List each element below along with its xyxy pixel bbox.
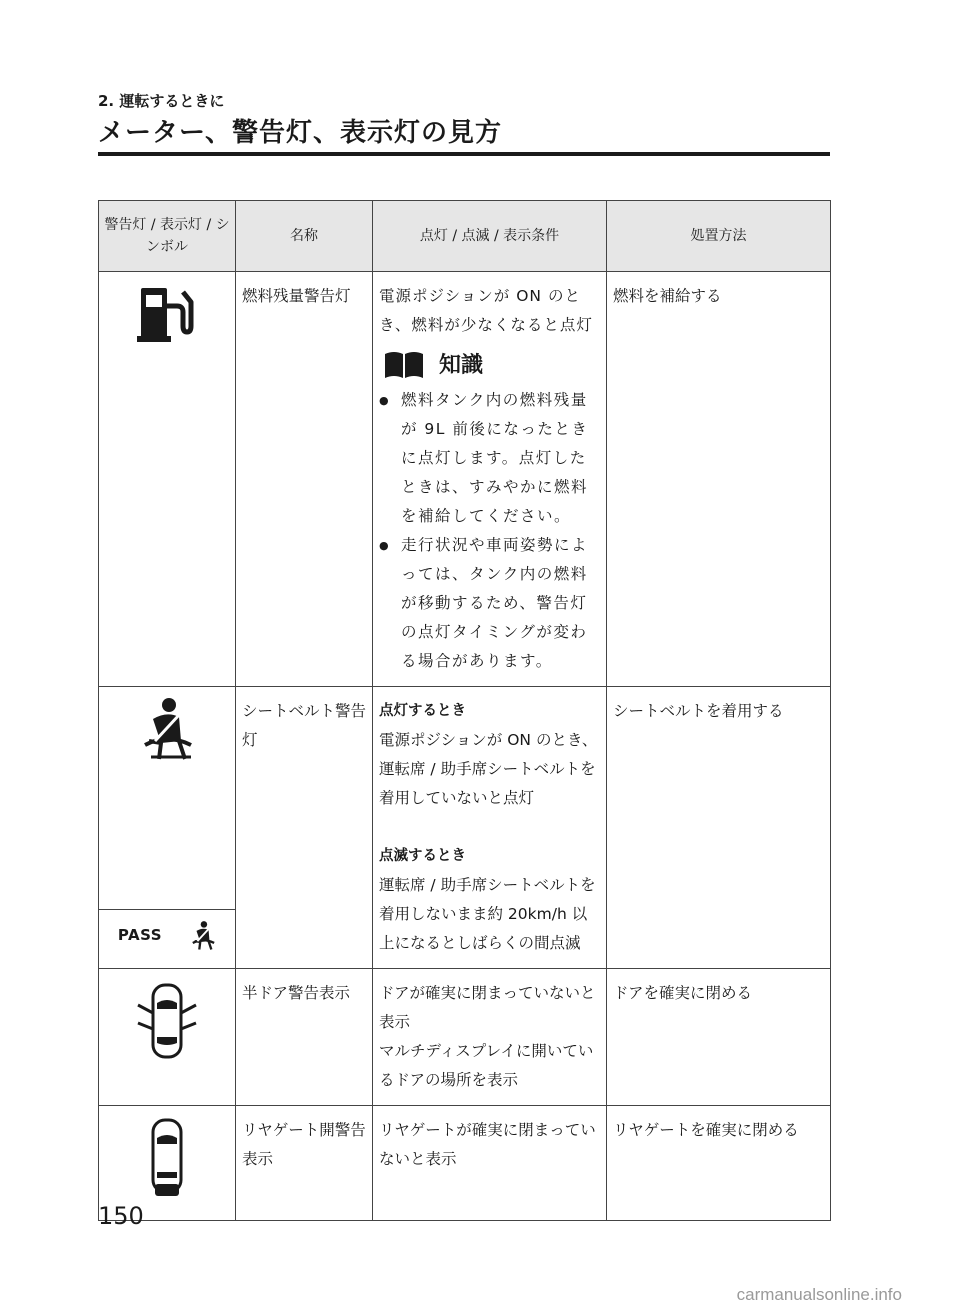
warning-light-table [98,200,831,1221]
action-cell: ドアを確実に閉める [607,969,831,1106]
table-row [99,969,831,1106]
breadcrumb: 2. 運転するときに [98,92,225,110]
name-cell: リヤゲート開警告表示 [236,1106,373,1221]
condition-cell [373,687,607,969]
table-row [99,1106,831,1221]
seatbelt-pass-icon [190,920,216,952]
pass-label: PASS [117,926,163,945]
pass-indicator [105,920,229,952]
page-title: メーター、警告灯、表示灯の見方 [98,118,502,148]
list-item: ● 走行状況や車両姿勢によっては、タンク内の燃料が移動するため、警告灯の点灯タイミングが変わる場合があります。 [379,531,600,676]
condition-cell [373,272,607,687]
action-cell: リヤゲートを確実に閉める [607,1106,831,1221]
lit-heading: 点灯するとき [379,703,466,719]
icon-cell [99,687,236,910]
action-cell: 燃料を補給する [607,272,831,687]
note-list [379,386,600,676]
action-cell: シートベルトを着用する [607,687,831,969]
column-header-action: 処置方法 [607,201,831,272]
door-ajar-icon [134,979,200,1063]
column-header-symbol: 警告灯 / 表示灯 / シンボル [99,201,236,272]
list-item: ● 燃料タンク内の燃料残量が 9L 前後になったときに点灯します。点灯したときは、すみやかに燃料を補給してください。 [379,386,600,531]
icon-cell [99,272,236,687]
condition-cell: ドアが確実に閉まっていないと表示 マルチディスプレイに開いているドアの場所を表示 [373,969,607,1106]
fuel-pump-icon [137,282,197,344]
table-header-row [99,201,831,272]
table-row [99,272,831,687]
column-header-name: 名称 [236,201,373,272]
knowledge-label: 知識 [439,352,484,378]
flash-heading: 点滅するとき [379,848,466,864]
table-row [99,687,831,910]
icon-cell [99,969,236,1106]
title-rule [98,152,830,156]
seatbelt-warning-icon [139,697,195,763]
spacer [379,813,600,842]
condition-cell: リヤゲートが確実に閉まっていないと表示 [373,1106,607,1221]
book-icon [383,350,425,380]
condition-text: 電源ポジションが ON のとき、燃料が少なくなると点灯 [379,287,593,334]
lit-text: 電源ポジションが ON のとき、運転席 / 助手席シートベルトを着用していないと点灯 [379,731,598,807]
name-cell: 半ドア警告表示 [236,969,373,1106]
icon-cell [99,909,236,968]
knowledge-heading [383,350,600,380]
watermark: carmanualsonline.info [736,1285,902,1304]
name-cell: 燃料残量警告灯 [236,272,373,687]
liftgate-open-icon [147,1116,187,1200]
column-header-condition: 点灯 / 点滅 / 表示条件 [373,201,607,272]
flash-text: 運転席 / 助手席シートベルトを着用しないまま約 20km/h 以上になるとしばらくの間点滅 [379,876,596,952]
page-number: 150 [98,1202,144,1230]
name-cell: シートベルト警告灯 [236,687,373,969]
